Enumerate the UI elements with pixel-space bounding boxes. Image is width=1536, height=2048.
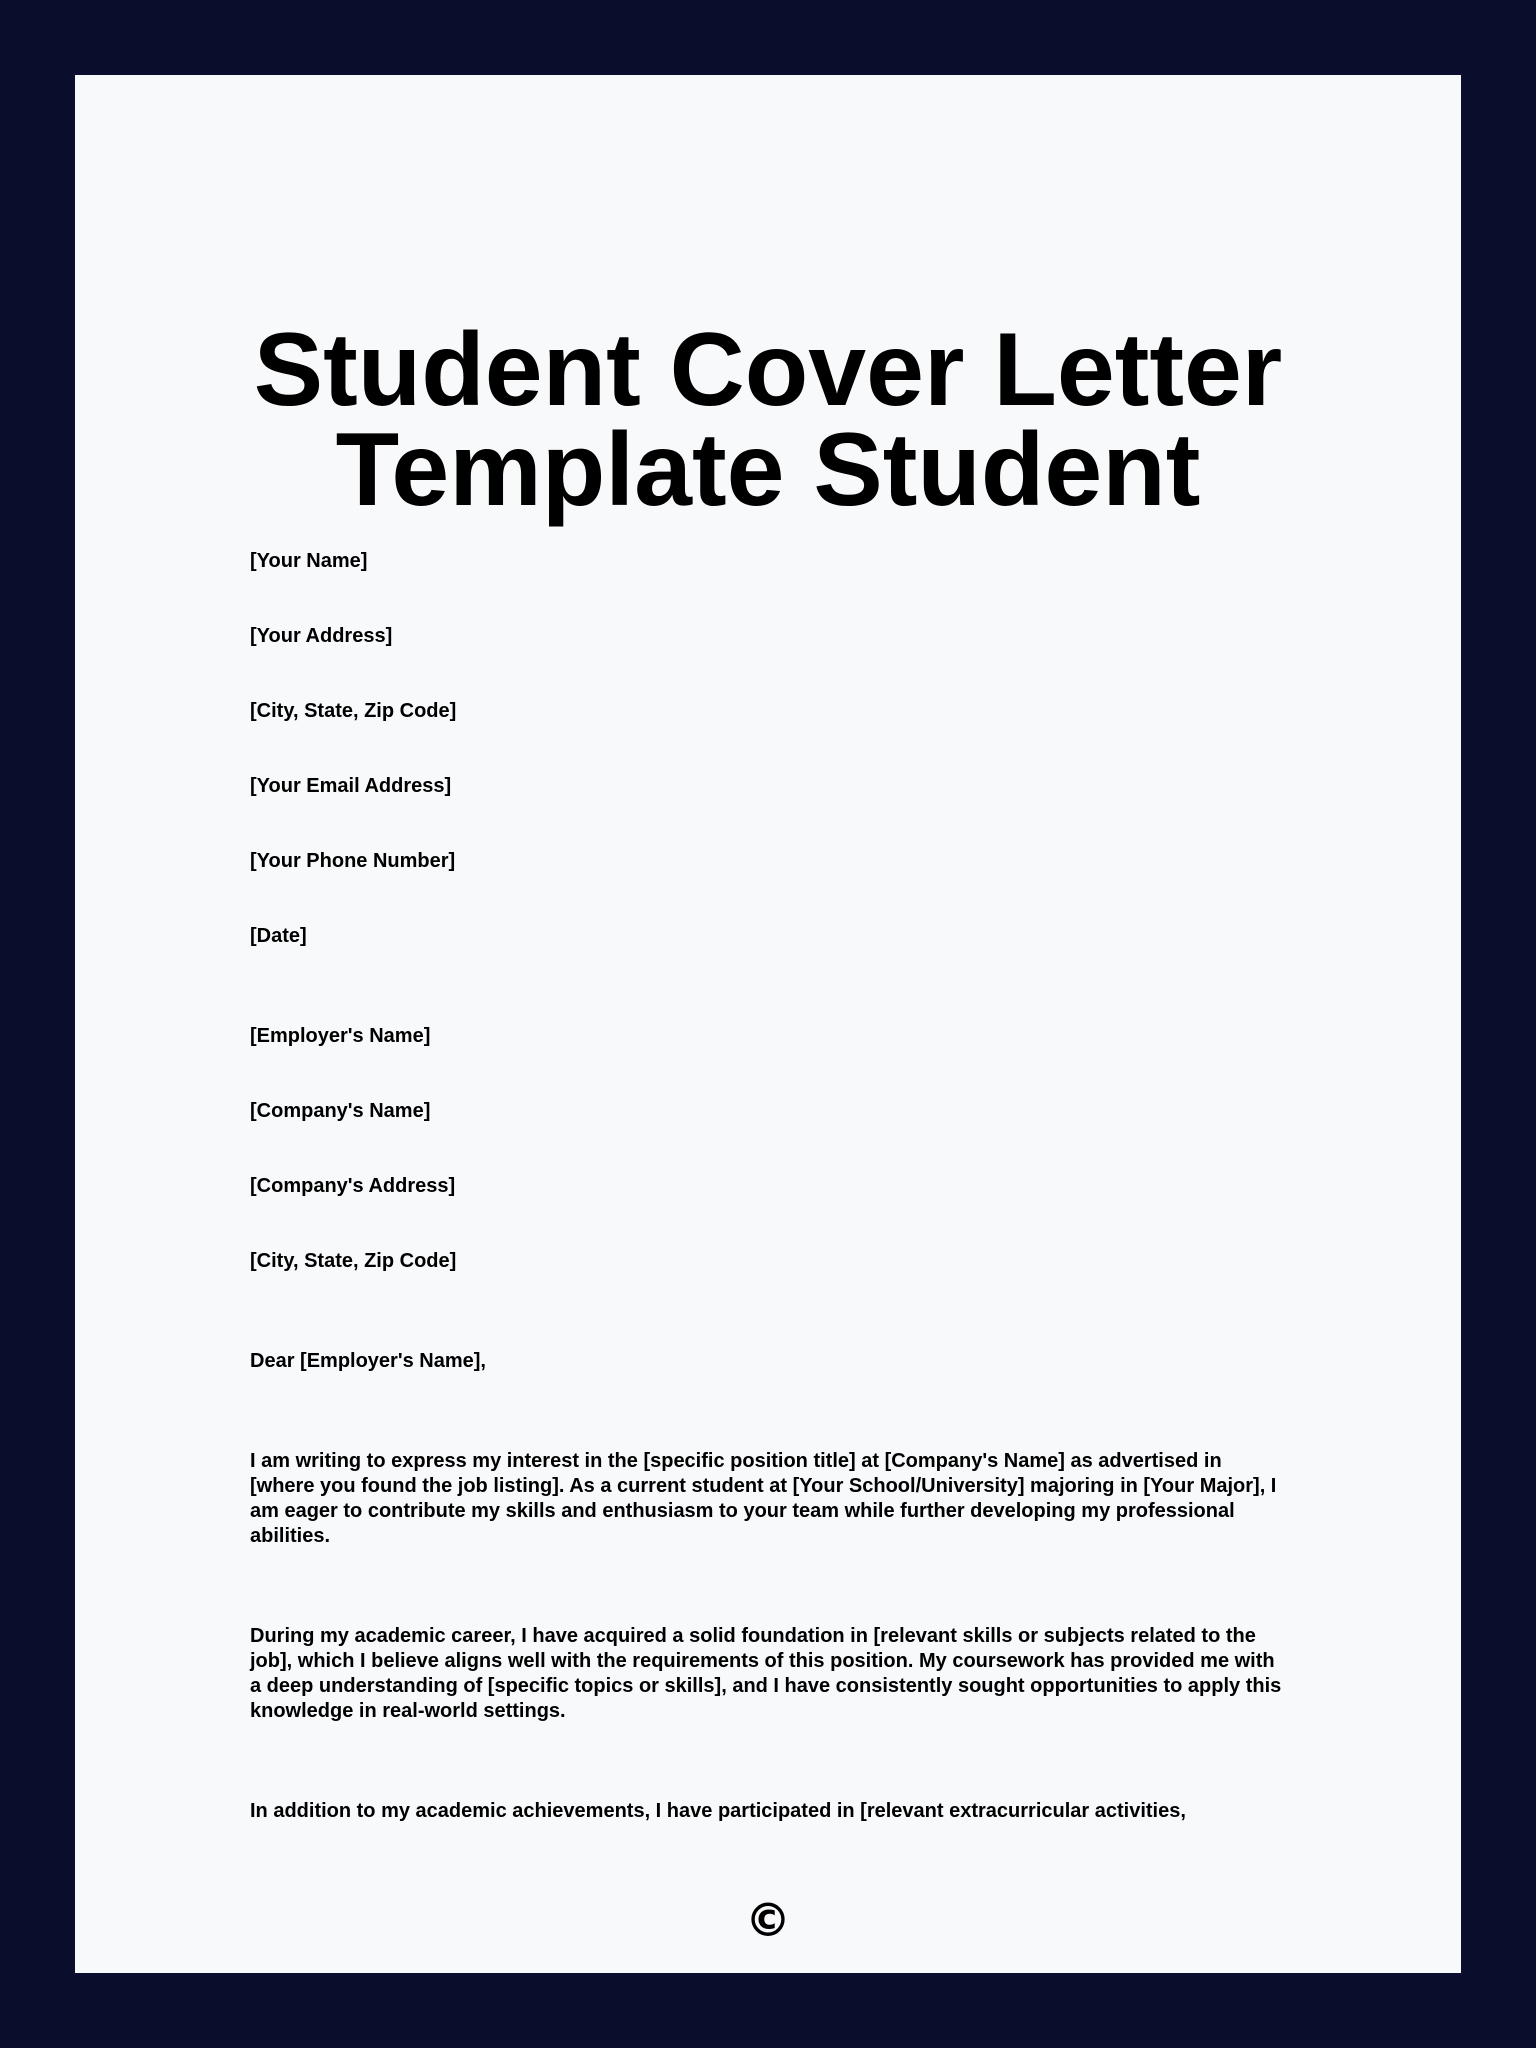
sender-phone: [Your Phone Number] [250,850,456,872]
title-line-1: Student Cover Letter [253,312,1283,428]
copyright-icon: © [745,1893,791,1947]
paragraph-2: During my academic career, I have acquired a solid foundation in [relevant skills or subjects related to the job], which I believe aligns well with the requirements of this position. My coursework has provided me with a deep understanding of [specific topics or skills], and I have consistently sought opportunities to apply this knowledge in real-world settings. [250,1625,1282,1722]
sender-email: [Your Email Address] [250,775,452,797]
paragraph-3: In addition to my academic achievements, I have participated in [relevant extracurricular activities, [250,1800,1186,1822]
document-page [75,75,1461,1973]
salutation: Dear [Employer's Name], [250,1350,486,1372]
recipient-company-name: [Company's Name] [250,1100,431,1122]
recipient-city-state-zip: [City, State, Zip Code] [250,1250,457,1272]
recipient-company-address: [Company's Address] [250,1175,456,1197]
paragraph-1: I am writing to express my interest in the [specific position title] at [Company's Name] as advertised in [where you found the job listing]. As a current student at [Your School/University] majoring in [Your Major], I am eager to contribute my skills and enthusiasm to your team while further developing my professional abilities. [250,1450,1277,1547]
sender-name: [Your Name] [250,550,368,572]
letter-date: [Date] [250,925,307,947]
title-line-2: Template Student [335,412,1201,528]
sender-address: [Your Address] [250,625,393,647]
page-title [75,312,1461,528]
recipient-employer-name: [Employer's Name] [250,1025,431,1047]
sender-city-state-zip: [City, State, Zip Code] [250,700,457,722]
